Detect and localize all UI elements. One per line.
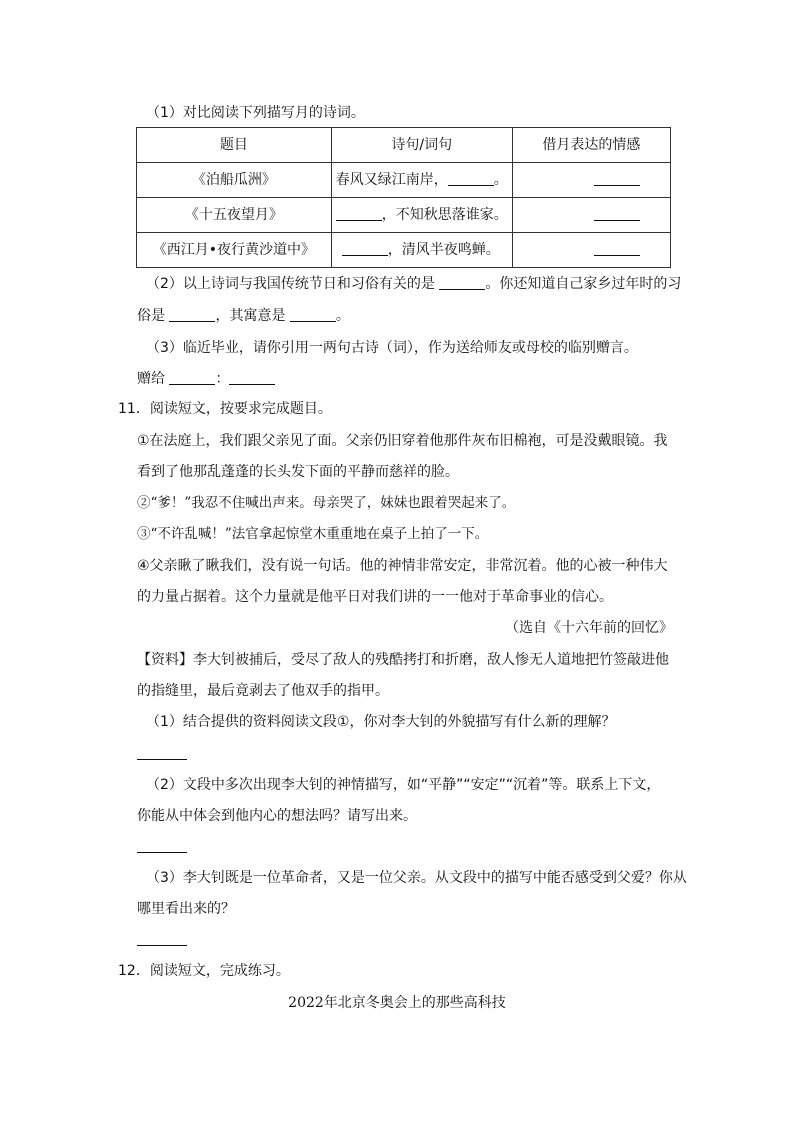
q11-subquestion-2-line2: 你能从中体会到他内心的想法吗？请写出来。 xyxy=(137,808,417,824)
answer-blank[interactable] xyxy=(229,370,275,385)
q10-part2-text: ，其寓意是 xyxy=(215,308,286,324)
poem-title: 《泊船瓜洲》 xyxy=(137,163,332,198)
poem-line-text: ，清风半夜鸣蝉。 xyxy=(387,242,500,258)
q12-article-title: 2022年北京冬奥会上的那些高科技 xyxy=(288,995,506,1011)
q10-part2-text: 俗是 xyxy=(137,308,165,324)
poem-comparison-table xyxy=(136,127,671,268)
q10-part1-prompt: （1）对比阅读下列描写月的诗词。 xyxy=(146,105,365,121)
poem-title: 《十五夜望月》 xyxy=(137,198,332,233)
table-header: 诗句/词句 xyxy=(331,128,512,163)
q10-part2-line1 xyxy=(146,274,681,294)
answer-blank[interactable] xyxy=(336,206,382,221)
q11-reference-line1: 【资料】李大钊被捕后，受尽了敌人的残酷拷打和折磨，敌人惨无人道地把竹签敲进他 xyxy=(137,652,669,668)
answer-blank[interactable] xyxy=(342,241,388,256)
answer-blank[interactable] xyxy=(439,275,485,290)
q10-part2-text: 。 xyxy=(335,308,350,324)
gift-colon: ： xyxy=(215,371,230,387)
q11-paragraph-4-line1: ④父亲瞅了瞅我们，没有说一句话。他的神情非常安定，非常沉着。他的心被一种伟大 xyxy=(137,558,668,574)
emotion-cell xyxy=(512,198,670,233)
answer-blank[interactable] xyxy=(594,241,640,256)
q10-part3-prompt: （3）临近毕业，请你引用一两句古诗（词），作为送给师友或母校的临别赠言。 xyxy=(146,340,638,356)
q11-subquestion-3-line2: 哪里看出来的？ xyxy=(137,901,235,917)
poem-line-text: 春风又绿江南岸， xyxy=(335,172,448,188)
q11-reference-line2: 的指缝里，最后竟剥去了他双手的指甲。 xyxy=(137,683,389,699)
table-row xyxy=(137,163,671,198)
answer-blank[interactable] xyxy=(169,370,215,385)
q11-source: （选自《十六年前的回忆》 xyxy=(505,620,673,636)
table-header-row xyxy=(137,128,671,163)
table-row xyxy=(137,233,671,268)
poem-line-cell xyxy=(331,163,512,198)
poem-line-text: 。 xyxy=(493,172,508,188)
table-row xyxy=(137,198,671,233)
table-header: 借月表达的情感 xyxy=(512,128,670,163)
q12-heading: 12．阅读短文，完成练习。 xyxy=(118,963,290,979)
poem-line-cell xyxy=(331,233,512,268)
q11-paragraph-1-line1: ①在法庭上，我们跟父亲见了面。父亲仍旧穿着他那件灰布旧棉袍，可是没戴眼镜。我 xyxy=(137,433,668,449)
poem-line-text: ，不知秋思落谁家。 xyxy=(381,207,508,223)
poem-line-cell xyxy=(331,198,512,233)
answer-blank[interactable] xyxy=(448,171,494,186)
q11-paragraph-4-line2: 的力量占据着。这个力量就是他平日对我们讲的一一他对于革命事业的信心。 xyxy=(137,589,613,605)
emotion-cell xyxy=(512,163,670,198)
q11-paragraph-3: ③“不许乱喊！”法官拿起惊堂木重重地在桌子上拍了一下。 xyxy=(137,526,489,542)
q11-subquestion-3-line1: （3）李大钊既是一位革命者，又是一位父亲。从文段中的描写中能否感受到父爱？你从 xyxy=(146,870,687,886)
q11-subquestion-1: （1）结合提供的资料阅读文段①，你对李大钊的外貌描写有什么新的理解？ xyxy=(146,714,616,730)
answer-blank[interactable] xyxy=(594,206,640,221)
q11-paragraph-2: ②“爹！”我忍不住喊出声来。母亲哭了，妹妹也跟着哭起来了。 xyxy=(137,495,516,511)
answer-line[interactable] xyxy=(137,945,187,946)
poem-title: 《西江月•夜行黄沙道中》 xyxy=(137,233,332,268)
q11-subquestion-2-line1: （2）文段中多次出现李大钊的神情描写，如“平静”“安定”“沉着”等。联系上下文， xyxy=(146,777,661,793)
answer-line[interactable] xyxy=(137,759,187,760)
answer-blank[interactable] xyxy=(594,171,640,186)
q10-part2-text: （2）以上诗词与我国传统节日和习俗有关的是 xyxy=(146,276,435,292)
q11-heading: 11．阅读短文，按要求完成题目。 xyxy=(118,401,332,417)
answer-line[interactable] xyxy=(137,852,187,853)
q10-part2-line2 xyxy=(137,306,350,326)
q10-part2-text: 。你还知道自己家乡过年时的习 xyxy=(485,276,682,292)
gift-label: 赠给 xyxy=(137,371,165,387)
q11-paragraph-1-line2: 看到了他那乱蓬蓬的长头发下面的平静而慈祥的脸。 xyxy=(137,464,459,480)
q10-gift-line xyxy=(137,369,275,389)
emotion-cell xyxy=(512,233,670,268)
table-header: 题目 xyxy=(137,128,332,163)
answer-blank[interactable] xyxy=(169,307,215,322)
answer-blank[interactable] xyxy=(290,307,336,322)
